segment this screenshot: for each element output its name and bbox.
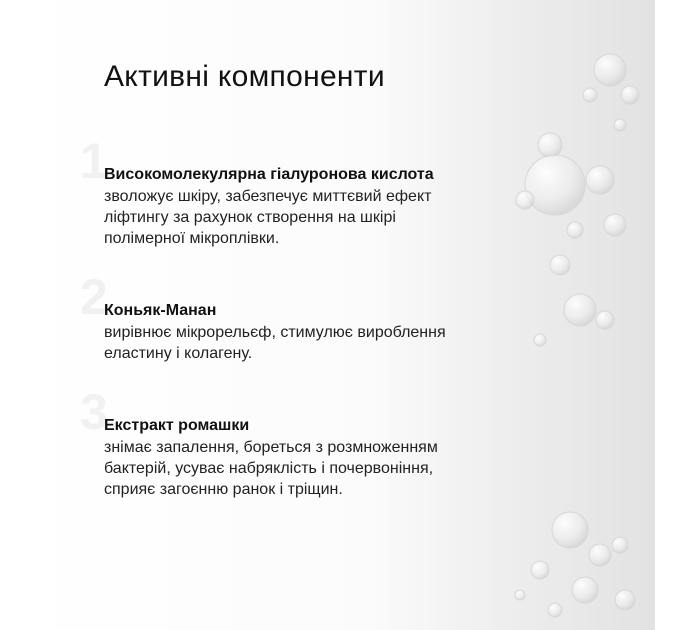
page-title: Активні компоненти xyxy=(104,60,385,93)
component-description: вирівнює мікрорельєф, стимулює вироблення еластину і колагену. xyxy=(104,324,446,362)
component-name: Коньяк-Манан xyxy=(104,302,217,319)
component-description: знімає запалення, бореться з розмноженням бактерій, усуває набряклість і почервоніння, сприяє загоєнню ранок і тріщин. xyxy=(104,439,438,498)
component-number: 1 xyxy=(80,133,108,189)
component-number: 2 xyxy=(80,269,108,325)
component-item xyxy=(80,269,524,364)
component-item xyxy=(80,133,524,249)
component-description: зволожує шкіру, забезпечує миттєвий ефект ліфтингу за рахунок створення на шкірі полімерної мікроплівки. xyxy=(104,188,432,247)
component-name: Високомолекулярна гіалуронова кислота xyxy=(104,166,434,183)
component-item xyxy=(80,384,524,500)
component-name: Екстракт ромашки xyxy=(104,417,250,434)
component-number: 3 xyxy=(80,384,108,440)
